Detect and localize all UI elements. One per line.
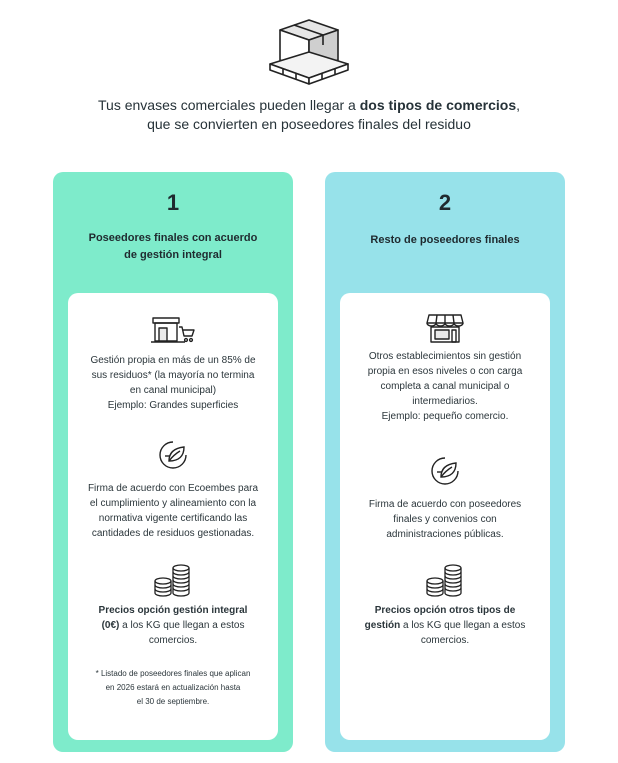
block-agreement-text: Firma de acuerdo con Ecoembes para el cumplimiento y alineamiento con la normativa vigente certificando las cantidades de residuos gestionadas. bbox=[87, 483, 259, 539]
block-management-text: Gestión propia en más de un 85% de sus residuos* (la mayoría no termina en canal municipal) Ejemplo: Grandes superficies bbox=[90, 355, 256, 411]
footnote bbox=[76, 667, 270, 709]
intro-text bbox=[0, 96, 618, 134]
card-number: 2 bbox=[438, 190, 452, 215]
coins-stack-icon bbox=[424, 563, 466, 597]
card-details bbox=[68, 293, 278, 740]
block-prices bbox=[76, 563, 270, 648]
block-agreement bbox=[348, 455, 542, 542]
shop-awning-icon bbox=[425, 311, 465, 345]
block-agreement-text: Firma de acuerdo con poseedores finales y convenios con administraciones públicas. bbox=[368, 499, 522, 540]
card-number: 1 bbox=[166, 190, 180, 215]
block-establishments bbox=[348, 311, 542, 424]
block-prices-text: Precios opción otros tipos de gestión a los KG que llegan a estos comercios. bbox=[364, 605, 526, 646]
coins-stack-icon bbox=[152, 563, 194, 597]
intro-line-2: que se convierten en poseedores finales del residuo bbox=[147, 116, 471, 132]
card-details bbox=[340, 293, 550, 740]
footnote-text: * Listado de poseedores finales que aplican en 2026 estará en actualización hasta el 30 de septiembre. bbox=[95, 669, 251, 706]
block-establishments-text: Otros establecimientos sin gestión propia en esos niveles o con carga completa a canal municipal o intermediarios. Ejemplo: pequeño comercio. bbox=[367, 351, 523, 422]
card-title: Resto de poseedores finales bbox=[370, 234, 520, 246]
block-prices-text: Precios opción gestión integral (0€) a los KG que llegan a estos comercios. bbox=[98, 605, 248, 646]
block-agreement bbox=[76, 439, 270, 541]
box-on-pallet-icon bbox=[266, 12, 352, 86]
intro-line-1: Tus envases comerciales pueden llegar a dos tipos de comercios, bbox=[98, 97, 520, 113]
agreement-leaf-icon bbox=[157, 439, 189, 471]
card-other-holders bbox=[325, 172, 565, 752]
card-title: Poseedores finales con acuerdo de gestión integral bbox=[88, 232, 258, 261]
agreement-leaf-icon bbox=[429, 455, 461, 487]
card-integral-management bbox=[53, 172, 293, 752]
block-prices bbox=[348, 563, 542, 648]
block-management bbox=[76, 315, 270, 413]
supermarket-cart-icon bbox=[149, 315, 197, 347]
